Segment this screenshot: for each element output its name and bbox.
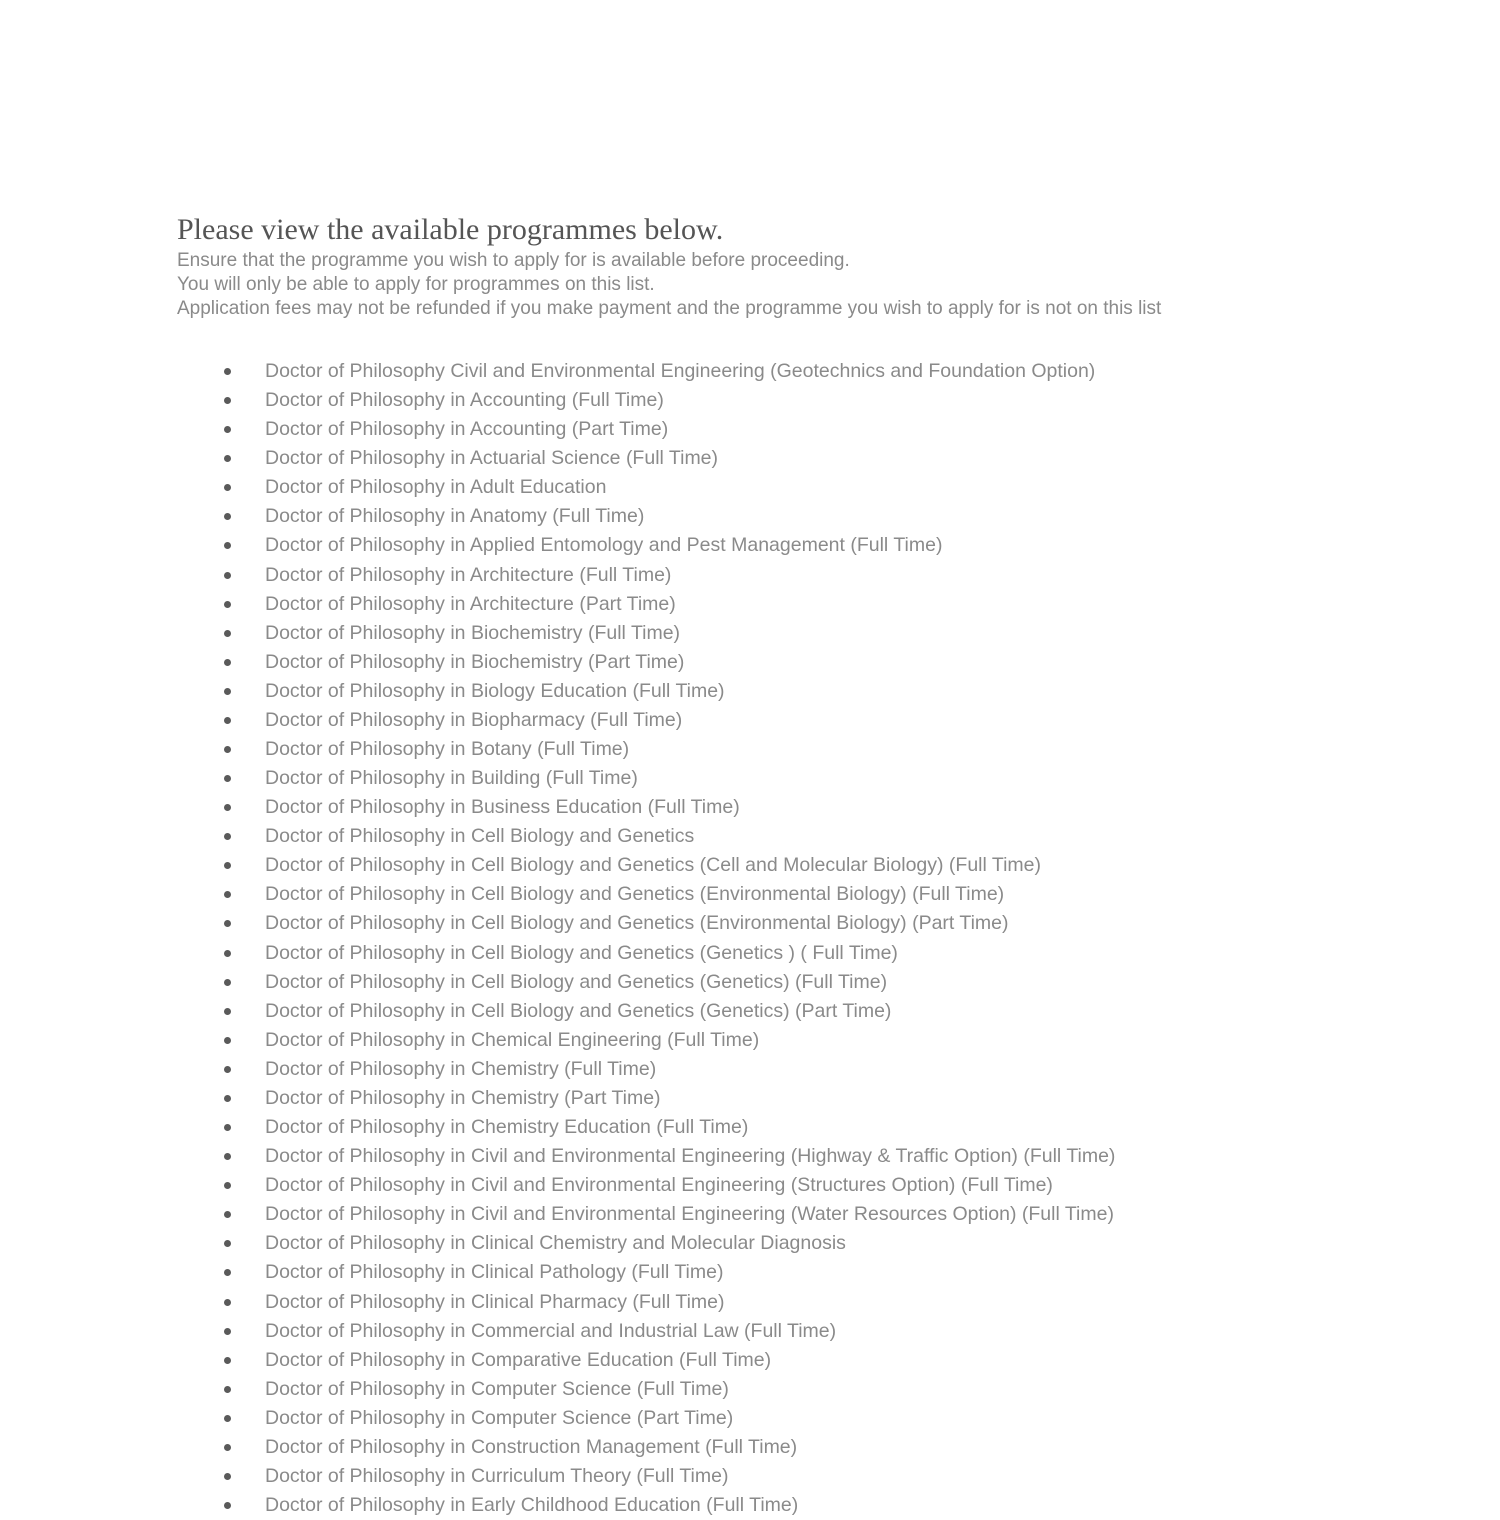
bullet-icon <box>224 1269 231 1276</box>
instruction-list-only: You will only be able to apply for programmes on this list. <box>177 274 655 295</box>
programme-item <box>0 968 1500 997</box>
programme-item <box>0 473 1500 502</box>
programme-label: Doctor of Philosophy in Computer Science (Part Time) <box>265 1406 734 1429</box>
programme-label: Doctor of Philosophy in Cell Biology and Genetics (Environmental Biology) (Part Time) <box>265 912 1009 935</box>
programme-label: Doctor of Philosophy in Comparative Education (Full Time) <box>265 1348 772 1371</box>
programme-label: Doctor of Philosophy in Adult Education <box>265 476 607 499</box>
programme-label: Doctor of Philosophy in Cell Biology and Genetics (Cell and Molecular Biology) (Full Time) <box>265 854 1042 877</box>
instructions <box>177 249 1161 321</box>
bullet-icon <box>224 397 231 404</box>
programme-label: Doctor of Philosophy in Civil and Environmental Engineering (Structures Option) (Full Time) <box>265 1174 1053 1197</box>
programme-item <box>0 706 1500 735</box>
programme-label: Doctor of Philosophy in Biochemistry (Part Time) <box>265 650 685 673</box>
bullet-icon <box>224 775 231 782</box>
bullet-icon <box>224 1124 231 1131</box>
bullet-icon <box>224 746 231 753</box>
programme-label: Doctor of Philosophy in Biology Education (Full Time) <box>265 679 725 702</box>
programme-item <box>0 1317 1500 1346</box>
programme-label: Doctor of Philosophy in Early Childhood Education (Full Time) <box>265 1494 799 1517</box>
programme-label: Doctor of Philosophy in Chemical Engineering (Full Time) <box>265 1028 760 1051</box>
bullet-icon <box>224 1328 231 1335</box>
programme-item <box>0 648 1500 677</box>
programme-item <box>0 1026 1500 1055</box>
bullet-icon <box>224 572 231 579</box>
programme-item <box>0 1404 1500 1433</box>
programme-label: Doctor of Philosophy in Business Education (Full Time) <box>265 796 740 819</box>
instruction-availability: Ensure that the programme you wish to apply for is available before proceeding. <box>177 250 850 271</box>
bullet-icon <box>224 891 231 898</box>
programme-item <box>0 1171 1500 1200</box>
page-title: Please view the available programmes below. <box>177 213 724 246</box>
instruction-refund: Application fees may not be refunded if you make payment and the programme you wish to apply for is not on this list <box>177 298 1162 319</box>
programme-item <box>0 1200 1500 1229</box>
bullet-icon <box>224 1008 231 1015</box>
programme-item <box>0 1288 1500 1317</box>
programme-item <box>0 1055 1500 1084</box>
programme-label: Doctor of Philosophy in Cell Biology and Genetics (Environmental Biology) (Full Time) <box>265 883 1005 906</box>
programme-item <box>0 1113 1500 1142</box>
bullet-icon <box>224 1444 231 1451</box>
bullet-icon <box>224 513 231 520</box>
bullet-icon <box>224 717 231 724</box>
bullet-icon <box>224 1502 231 1509</box>
programme-label: Doctor of Philosophy in Chemistry (Part Time) <box>265 1086 661 1109</box>
programme-label: Doctor of Philosophy in Cell Biology and Genetics (Genetics ) ( Full Time) <box>265 941 898 964</box>
bullet-icon <box>224 804 231 811</box>
programme-item <box>0 764 1500 793</box>
programme-label: Doctor of Philosophy in Chemistry (Full Time) <box>265 1057 657 1080</box>
programme-item <box>0 793 1500 822</box>
bullet-icon <box>224 542 231 549</box>
programme-item <box>0 1491 1500 1520</box>
programme-label: Doctor of Philosophy in Construction Management (Full Time) <box>265 1435 798 1458</box>
programme-label: Doctor of Philosophy in Cell Biology and Genetics <box>265 825 695 848</box>
programme-label: Doctor of Philosophy in Anatomy (Full Time) <box>265 505 645 528</box>
programme-label: Doctor of Philosophy in Biopharmacy (Full Time) <box>265 708 683 731</box>
bullet-icon <box>224 1240 231 1247</box>
bullet-icon <box>224 1153 231 1160</box>
programme-label: Doctor of Philosophy in Cell Biology and Genetics (Genetics) (Full Time) <box>265 970 888 993</box>
programme-label: Doctor of Philosophy in Civil and Environmental Engineering (Highway & Traffic Option) (Full Time) <box>265 1145 1116 1168</box>
programme-label: Doctor of Philosophy in Computer Science (Full Time) <box>265 1377 729 1400</box>
bullet-icon <box>224 426 231 433</box>
programme-item <box>0 1258 1500 1287</box>
bullet-icon <box>224 1357 231 1364</box>
programme-label: Doctor of Philosophy in Commercial and Industrial Law (Full Time) <box>265 1319 837 1342</box>
bullet-icon <box>224 1386 231 1393</box>
programme-label: Doctor of Philosophy in Actuarial Science (Full Time) <box>265 447 719 470</box>
programme-item <box>0 1229 1500 1258</box>
bullet-icon <box>224 368 231 375</box>
programme-label: Doctor of Philosophy in Clinical Pharmacy (Full Time) <box>265 1290 725 1313</box>
bullet-icon <box>224 659 231 666</box>
programme-label: Doctor of Philosophy in Biochemistry (Full Time) <box>265 621 681 644</box>
programme-label: Doctor of Philosophy in Applied Entomology and Pest Management (Full Time) <box>265 534 943 557</box>
programme-item <box>0 1375 1500 1404</box>
bullet-icon <box>224 833 231 840</box>
programme-label: Doctor of Philosophy in Accounting (Part Time) <box>265 418 669 441</box>
programme-label: Doctor of Philosophy Civil and Environmental Engineering (Geotechnics and Foundation Option) <box>265 360 1096 382</box>
programme-label: Doctor of Philosophy in Clinical Pathology (Full Time) <box>265 1261 724 1284</box>
programme-item <box>0 822 1500 851</box>
bullet-icon <box>224 979 231 986</box>
bullet-icon <box>224 630 231 637</box>
programme-label: Doctor of Philosophy in Cell Biology and Genetics (Genetics) (Part Time) <box>265 999 892 1022</box>
bullet-icon <box>224 455 231 462</box>
bullet-icon <box>224 1066 231 1073</box>
programme-item <box>0 444 1500 473</box>
programme-item <box>0 880 1500 909</box>
programme-label: Doctor of Philosophy in Architecture (Part Time) <box>265 592 676 615</box>
programme-item <box>0 386 1500 415</box>
programme-item <box>0 415 1500 444</box>
bullet-icon <box>224 1211 231 1218</box>
bullet-icon <box>224 1182 231 1189</box>
programme-item <box>0 1462 1500 1491</box>
bullet-icon <box>224 688 231 695</box>
programme-item <box>0 1433 1500 1462</box>
programme-item <box>0 997 1500 1026</box>
programme-item <box>0 735 1500 764</box>
programme-item <box>0 561 1500 590</box>
programme-label: Doctor of Philosophy in Botany (Full Time) <box>265 738 630 761</box>
programme-item <box>0 357 1500 386</box>
bullet-icon <box>224 601 231 608</box>
bullet-icon <box>224 484 231 491</box>
programme-item <box>0 531 1500 560</box>
bullet-icon <box>224 1473 231 1480</box>
bullet-icon <box>224 862 231 869</box>
programme-label: Doctor of Philosophy in Accounting (Full Time) <box>265 389 664 412</box>
programme-item <box>0 1142 1500 1171</box>
programme-label: Doctor of Philosophy in Chemistry Education (Full Time) <box>265 1116 749 1139</box>
programme-item <box>0 619 1500 648</box>
programme-item <box>0 909 1500 938</box>
bullet-icon <box>224 1415 231 1422</box>
bullet-icon <box>224 1299 231 1306</box>
bullet-icon <box>224 1095 231 1102</box>
bullet-icon <box>224 950 231 957</box>
programme-label: Doctor of Philosophy in Building (Full Time) <box>265 767 638 790</box>
programme-label: Doctor of Philosophy in Curriculum Theory (Full Time) <box>265 1464 729 1487</box>
programme-label: Doctor of Philosophy in Clinical Chemistry and Molecular Diagnosis <box>265 1232 846 1255</box>
programme-item <box>0 677 1500 706</box>
programme-label: Doctor of Philosophy in Architecture (Full Time) <box>265 563 672 586</box>
programme-label: Doctor of Philosophy in Civil and Environmental Engineering (Water Resources Option) (Full Time) <box>265 1203 1114 1226</box>
programme-item <box>0 502 1500 531</box>
programme-list <box>0 357 1500 1520</box>
programme-item <box>0 851 1500 880</box>
programme-item <box>0 1084 1500 1113</box>
programme-item <box>0 1346 1500 1375</box>
bullet-icon <box>224 1037 231 1044</box>
bullet-icon <box>224 920 231 927</box>
programme-item <box>0 590 1500 619</box>
programme-item <box>0 939 1500 968</box>
